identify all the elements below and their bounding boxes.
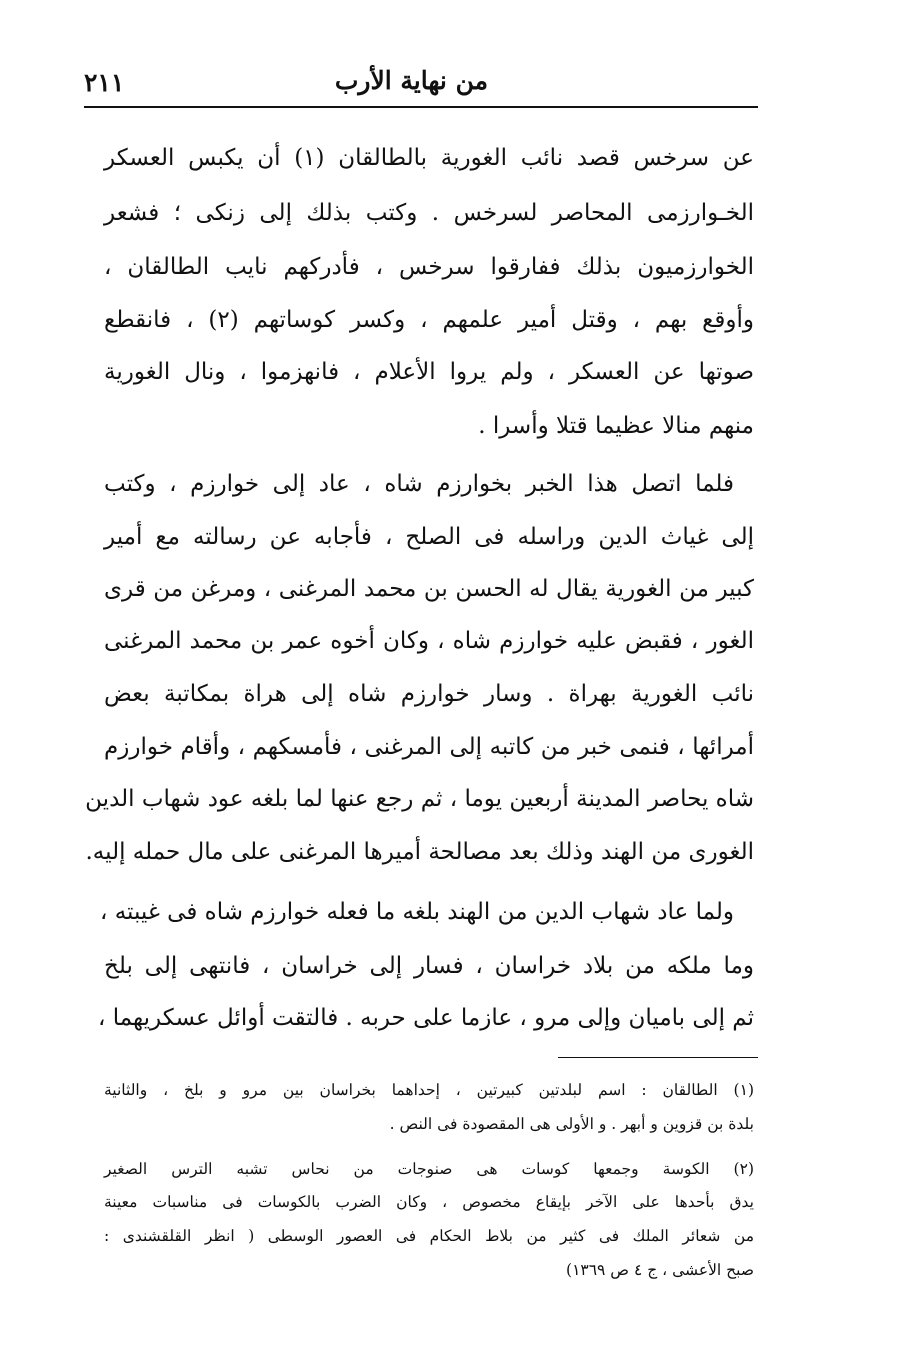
running-title: من نهاية الأرب xyxy=(334,66,488,95)
text-line: نائب الغورية بهراة . وسار خوارزم شاه إلى هراة بمكاتبة بعض xyxy=(104,681,754,707)
text-line: عن سرخس قصد نائب الغورية بالطالقان (١) أن يكبس العسكر xyxy=(104,145,754,171)
header-rule xyxy=(84,106,758,108)
footnote-rule xyxy=(558,1057,758,1058)
text-line: أمرائها ، فنمى خبر من كاتبه إلى المرغنى ، فأمسكهم ، وأقام خوارزم xyxy=(104,734,754,760)
footnote-line: (٢) الكوسة وجمعها كوسات هى صنوجات من نحاس تشبه الترس الصغير xyxy=(104,1160,754,1178)
footnote-line: صبح الأعشى ، ج ٤ ص ١٣٦٩) xyxy=(566,1261,754,1279)
text-line: صوتها عن العسكر ، ولم يروا الأعلام ، فانهزموا ، ونال الغورية xyxy=(104,359,754,385)
text-line: الغورى من الهند وذلك بعد مصالحة أميرها المرغنى على مال حمله إليه. xyxy=(85,839,754,865)
footnote-line: (١) الطالقان : اسم لبلدتين كبيرتين ، إحداهما بخراسان بين مرو و بلخ ، والثانية xyxy=(104,1081,754,1099)
text-line: إلى غياث الدين وراسله فى الصلح ، فأجابه عن رسالته مع أمير xyxy=(104,524,754,550)
text-line: وأوقع بهم ، وقتل أمير علمهم ، وكسر كوساتهم (٢) ، فانقطع xyxy=(104,307,754,333)
text-line: منهم منالا عظيما قتلا وأسرا . xyxy=(478,413,754,439)
footnote-line: يدق بأحدها على الآخر بإيقاع مخصوص ، وكان الضرب بالكوسات فى مناسبات معينة xyxy=(104,1193,754,1211)
text-line: ولما عاد شهاب الدين من الهند بلغه ما فعله خوارزم شاه فى غيبته ، xyxy=(99,899,734,925)
text-line: الغور ، فقبض عليه خوارزم شاه ، وكان أخوه عمر بن محمد المرغنى xyxy=(104,628,754,654)
text-line: فلما اتصل هذا الخبر بخوارزم شاه ، عاد إلى خوارزم ، وكتب xyxy=(104,471,734,497)
page-header xyxy=(84,62,758,104)
text-line: كبير من الغورية يقال له الحسن بن محمد المرغنى ، ومرغن من قرى xyxy=(104,576,754,602)
footnote-line: بلدة بن قزوين و أبهر . و الأولى هى المقصودة فى النص . xyxy=(389,1115,754,1133)
text-line: ثم إلى باميان وإلى مرو ، عازما على حربه . فالتقت أوائل عسكريهما ، xyxy=(98,1005,754,1031)
footnote-line: من شعائر الملك فى كثير من بلاط الحكام فى العصور الوسطى ( انظر القلقشندى : xyxy=(104,1227,754,1245)
text-line: الخـوارزمى المحاصر لسرخس . وكتب بذلك إلى زنكى ؛ فشعر xyxy=(104,200,754,226)
text-line: الخوارزميون بذلك ففارقوا سرخس ، فأدركهم نايب الطالقان ، xyxy=(104,254,754,280)
text-line: وما ملكه من بلاد خراسان ، فسار إلى خراسان ، فانتهى إلى بلخ xyxy=(104,953,754,979)
text-line: شاه يحاصر المدينة أربعين يوما ، ثم رجع عنها لما بلغه عود شهاب الدين xyxy=(85,786,754,812)
page-number: ٢١١ xyxy=(84,68,125,97)
